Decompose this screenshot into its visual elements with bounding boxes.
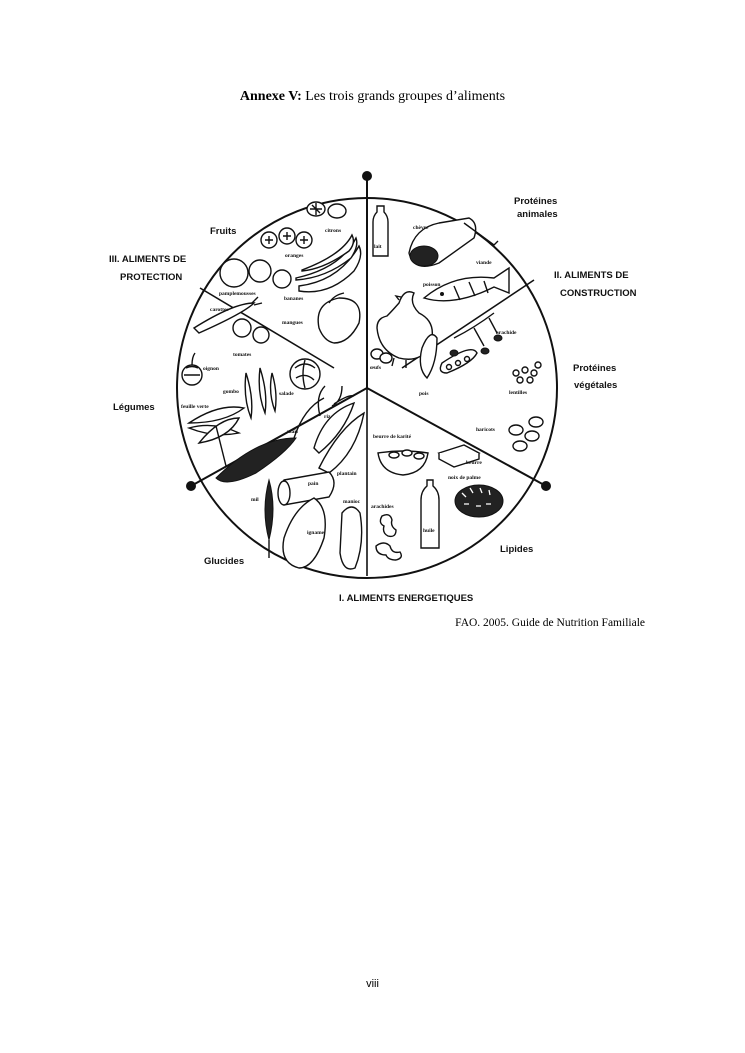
oignon-drawing xyxy=(182,353,202,385)
food-huile-label: huile xyxy=(423,528,435,534)
food-arachide-label: arachide xyxy=(496,330,517,336)
pain-bread-drawing xyxy=(278,472,334,505)
feuille-verte-drawing xyxy=(189,407,244,466)
food-wheel-diagram xyxy=(109,168,664,613)
food-pois-label: pois xyxy=(419,391,429,397)
citrons-drawing xyxy=(307,202,346,218)
pois-pods-drawing xyxy=(420,335,477,378)
food-groups-figure xyxy=(109,168,664,613)
food-viande-label: viande xyxy=(476,260,492,266)
beurre-karite-bowl-drawing xyxy=(378,450,428,475)
pamplemousses-drawing xyxy=(220,259,291,288)
page-title xyxy=(0,89,745,105)
subgroup-legumes-label: Légumes xyxy=(113,402,155,413)
divider-dot-right xyxy=(541,481,551,491)
food-igname-label: igname xyxy=(307,530,325,536)
subgroup-proteines-animales-label-1: Protéines xyxy=(514,196,558,207)
gombo-drawing xyxy=(245,368,276,418)
food-salade-label: salade xyxy=(279,391,294,397)
food-mais-label: maïs xyxy=(287,429,298,435)
subgroup-glucides-label: Glucides xyxy=(204,556,245,567)
subdivider-fruits-legumes xyxy=(200,288,334,368)
page-number: viii xyxy=(366,978,379,990)
oranges-drawing xyxy=(261,228,312,248)
subgroup-proteines-vegetales-label-2: végétales xyxy=(574,380,618,391)
salade-drawing xyxy=(290,359,320,389)
section-construction-label-2: CONSTRUCTION xyxy=(560,288,637,299)
mil-drawing xyxy=(265,480,273,558)
food-pain-label: pain xyxy=(308,481,319,487)
food-tomates-label: tomates xyxy=(233,352,252,358)
figure-caption: FAO. 2005. Guide de Nutrition Familiale xyxy=(455,617,645,629)
food-bananes-label: bananes xyxy=(284,296,304,302)
mangues-drawing xyxy=(318,293,360,343)
food-citrons-label: citrons xyxy=(325,228,342,234)
subgroup-lipides-label: Lipides xyxy=(500,544,534,555)
title-bold: Annexe V: xyxy=(239,89,302,104)
food-oignon-label: oignon xyxy=(203,366,219,372)
food-gombo-label: gombo xyxy=(223,389,239,395)
food-plantain-label: plantain xyxy=(337,471,357,477)
food-arachides-label: arachides xyxy=(371,504,394,510)
food-riz-label: riz xyxy=(324,414,331,420)
divider-dot-left xyxy=(186,481,196,491)
food-manioc-label: manioc xyxy=(343,499,361,505)
food-mangues-label: mangues xyxy=(282,320,303,326)
carottes-drawing xyxy=(194,297,262,333)
title-text: Les trois grands groupes d’aliments xyxy=(301,89,506,104)
subgroup-proteines-animales-label-2: animales xyxy=(517,209,558,220)
section-construction-label-1: II. ALIMENTS DE xyxy=(554,270,629,281)
section-protection-label-1: III. ALIMENTS DE xyxy=(109,254,187,265)
arachides-drawing xyxy=(376,515,401,560)
food-beurre-karite-label: beurre de karité xyxy=(373,434,412,440)
food-carottes-label: carottes xyxy=(210,307,229,313)
food-haricots-label: haricots xyxy=(476,427,495,433)
food-beurre-label: beurre xyxy=(466,460,482,466)
tomates-drawing xyxy=(233,319,269,343)
food-poisson-label: poisson xyxy=(423,282,441,288)
food-noix-palme-label: noix de palme xyxy=(448,475,481,481)
food-oeufs-label: œufs xyxy=(370,365,382,371)
food-pamplemousses-label: pamplemousses xyxy=(219,291,256,297)
section-energetic-label: I. ALIMENTS ENERGETIQUES xyxy=(339,593,474,604)
food-mil-label: mil xyxy=(251,497,259,503)
lentilles-drawing xyxy=(513,362,541,383)
food-oranges-label: oranges xyxy=(285,253,304,259)
food-feuille-verte-label: feuille verte xyxy=(181,404,209,410)
noix-palme-drawing xyxy=(455,485,503,517)
section-protection-label-2: PROTECTION xyxy=(120,272,183,283)
subgroup-proteines-vegetales-label-1: Protéines xyxy=(573,363,617,374)
food-lentilles-label: lentilles xyxy=(509,390,528,396)
divider-dot-top xyxy=(362,171,372,181)
food-lait-label: lait xyxy=(374,244,382,250)
food-chevre-label: chèvre xyxy=(413,225,429,231)
haricots-drawing xyxy=(509,417,543,451)
huile-bottle-drawing xyxy=(421,480,439,548)
subgroup-fruits-label: Fruits xyxy=(210,226,237,237)
